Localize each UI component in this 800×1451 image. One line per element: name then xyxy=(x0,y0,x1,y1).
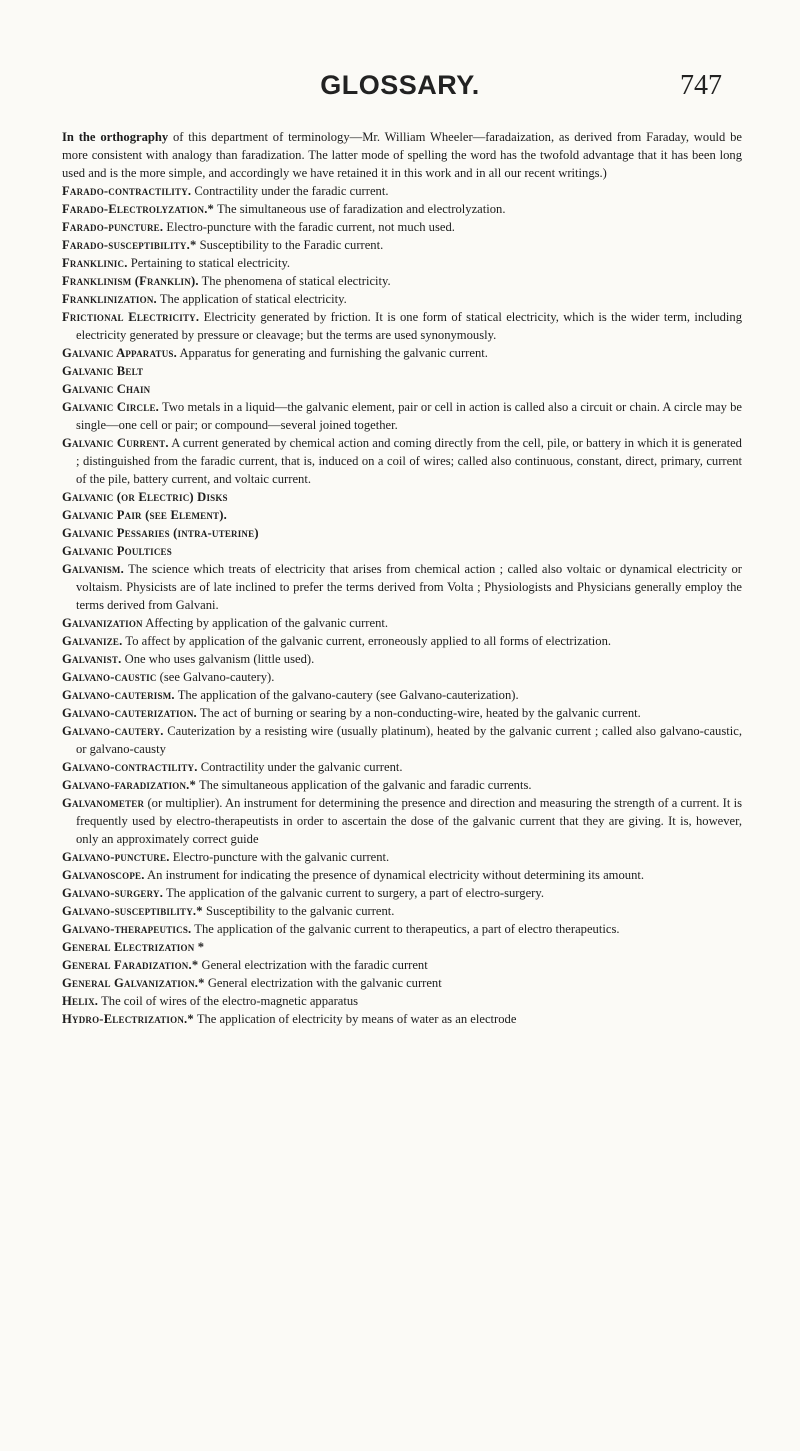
glossary-entry xyxy=(62,488,742,506)
glossary-entry xyxy=(62,992,742,1010)
glossary-entry xyxy=(62,362,742,380)
entry-term: Galvanoscope. xyxy=(62,868,145,882)
intro-lead: In the orthography xyxy=(62,130,169,144)
entry-term: Franklinic. xyxy=(62,256,128,270)
glossary-entry xyxy=(62,560,742,614)
entry-term: Galvanic Poultices xyxy=(62,544,172,558)
entry-term: Franklinization. xyxy=(62,292,157,306)
glossary-entry xyxy=(62,902,742,920)
page-number: 747 xyxy=(680,70,722,101)
glossary-entry xyxy=(62,920,742,938)
entry-term: Galvanization xyxy=(62,616,143,630)
entry-definition: The act of burning or searing by a non-conducting-wire, heated by the galvanic current. xyxy=(199,706,641,720)
entry-definition: General electrization with the faradic current xyxy=(201,958,428,972)
glossary-entry xyxy=(62,974,742,992)
entry-definition: Susceptibility to the Faradic current. xyxy=(199,238,384,252)
entry-term: Galvanic Circle. xyxy=(62,400,159,414)
entry-definition: The coil of wires of the electro-magnetic apparatus xyxy=(101,994,359,1008)
entry-term: Galvano-surgery. xyxy=(62,886,164,900)
entry-term: Galvano-puncture. xyxy=(62,850,170,864)
entry-definition: Electro-puncture with the galvanic current. xyxy=(172,850,390,864)
entry-term: Farado-susceptibility.* xyxy=(62,238,197,252)
glossary-entry xyxy=(62,686,742,704)
glossary-entry xyxy=(62,380,742,398)
entry-definition: Cauterization by a resisting wire (usually platinum), heated by the galvanic current ; called also galvano-caustic, or galvano-causty xyxy=(76,724,742,756)
entry-term: Galvanic (or Electric) Disks xyxy=(62,490,228,504)
glossary-entry xyxy=(62,794,742,848)
entry-term: Galvano-cauterization. xyxy=(62,706,197,720)
glossary-entry xyxy=(62,218,742,236)
glossary-entry xyxy=(62,308,742,344)
entry-definition: Contractility under the galvanic current. xyxy=(200,760,403,774)
intro-text: of this department of terminology—Mr. William Wheeler—faradaization, as derived from Faraday, would be more consistent with analogy than faradization. The latter mode of spelling the word has the twofold advantage that it has been long used and is the more simple, and accordingly we have retained it in this work and in all our recent writings.) xyxy=(62,130,742,180)
entry-definition: The simultaneous application of the galvanic and faradic currents. xyxy=(198,778,532,792)
entry-term: Galvanism. xyxy=(62,562,124,576)
entry-term: Galvanic Apparatus. xyxy=(62,346,177,360)
glossary-entry xyxy=(62,866,742,884)
entry-term: Galvanic Chain xyxy=(62,382,151,396)
entry-definition: The application of electricity by means of water as an electrode xyxy=(196,1012,517,1026)
glossary-entry xyxy=(62,884,742,902)
entry-term: Galvanic Pair (see Element). xyxy=(62,508,228,522)
entry-term: Helix. xyxy=(62,994,99,1008)
glossary-body xyxy=(62,128,742,1028)
entry-definition: General electrization with the galvanic current xyxy=(207,976,442,990)
entry-term: Hydro-Electrization.* xyxy=(62,1012,194,1026)
glossary-entry xyxy=(62,272,742,290)
entry-term: Galvanic Belt xyxy=(62,364,144,378)
entry-term: Galvano-therapeutics. xyxy=(62,922,192,936)
glossary-entry xyxy=(62,524,742,542)
entry-definition: Electricity generated by friction. It is one form of statical electricity, which is the wider term, including electricity generated by pressure or cleavage; but the terms are used synonymously. xyxy=(76,310,742,342)
entry-term: Galvano-faradization.* xyxy=(62,778,197,792)
glossary-entry xyxy=(62,848,742,866)
intro-paragraph xyxy=(62,128,742,182)
glossary-entry xyxy=(62,704,742,722)
entry-term: Franklinism (Franklin). xyxy=(62,274,199,288)
entry-definition: A current generated by chemical action and coming directly from the cell, pile, or battery in which it is generated ; distinguished from the faradic current, that is, induced on a coil of wires; called also continuous, constant, direct, primary, current of the pile, battery current, and voltaic current. xyxy=(76,436,742,486)
glossary-entry xyxy=(62,236,742,254)
glossary-entry xyxy=(62,398,742,434)
entry-term: Galvanist. xyxy=(62,652,122,666)
glossary-entry xyxy=(62,614,742,632)
glossary-entry xyxy=(62,1010,742,1028)
entry-definition: Apparatus for generating and furnishing the galvanic current. xyxy=(179,346,488,360)
glossary-entry xyxy=(62,254,742,272)
page-header xyxy=(0,70,800,110)
entry-definition: Two metals in a liquid—the galvanic element, pair or cell in action is called also a circuit or chain. A circle may be single—one cell or pair; or compound—several joined together. xyxy=(76,400,743,432)
glossary-entry xyxy=(62,956,742,974)
entry-term: Galvano-contractility. xyxy=(62,760,198,774)
entry-term: General Galvanization.* xyxy=(62,976,205,990)
glossary-entry xyxy=(62,650,742,668)
entry-term: General Electrization * xyxy=(62,940,205,954)
glossary-entry xyxy=(62,668,742,686)
entry-definition: Affecting by application of the galvanic current. xyxy=(145,616,389,630)
entry-definition: An instrument for indicating the presence of dynamical electricity without determining its amount. xyxy=(147,868,645,882)
glossary-entry xyxy=(62,632,742,650)
entry-term: Galvanic Pessaries (intra-uterine) xyxy=(62,526,259,540)
entry-definition: Contractility under the faradic current. xyxy=(194,184,389,198)
entry-definition: The application of the galvanic current to therapeutics, a part of electro therapeutics. xyxy=(194,922,620,936)
glossary-entry xyxy=(62,758,742,776)
entry-term: Frictional Electricity. xyxy=(62,310,200,324)
entry-term: Galvano-susceptibility.* xyxy=(62,904,203,918)
glossary-entry xyxy=(62,182,742,200)
entry-term: General Faradization.* xyxy=(62,958,199,972)
entry-term: Galvanize. xyxy=(62,634,123,648)
entry-definition: (see Galvano-cautery). xyxy=(159,670,275,684)
entry-term: Galvano-caustic xyxy=(62,670,157,684)
entry-definition: Electro-puncture with the faradic current, not much used. xyxy=(166,220,455,234)
glossary-entry xyxy=(62,434,742,488)
entry-definition: (or multiplier). An instrument for determining the presence and direction and measuring the strength of a current. It is frequently used by electro-therapeutists in order to ascertain the dose of the galvanic current that they are giving. It is, however, only an approximately correct guide xyxy=(76,796,742,846)
glossary-entry xyxy=(62,938,742,956)
entry-term: Galvano-cauterism. xyxy=(62,688,175,702)
entry-term: Farado-Electrolyzation.* xyxy=(62,202,215,216)
glossary-entry xyxy=(62,506,742,524)
entry-term: Galvano-cautery. xyxy=(62,724,164,738)
entry-definition: The application of the galvano-cautery (see Galvano-cauterization). xyxy=(177,688,519,702)
glossary-entry xyxy=(62,776,742,794)
glossary-entry xyxy=(62,722,742,758)
entry-definition: The application of statical electricity. xyxy=(159,292,347,306)
glossary-entries xyxy=(62,182,742,1028)
entry-definition: To affect by application of the galvanic current, erroneously applied to all forms of electrization. xyxy=(125,634,612,648)
glossary-entry xyxy=(62,290,742,308)
entry-term: Farado-contractility. xyxy=(62,184,192,198)
entry-definition: Susceptibility to the galvanic current. xyxy=(205,904,395,918)
entry-definition: The science which treats of electricity that arises from chemical action ; called also voltaic or dynamical electricity or voltaism. Physicists are of late inclined to prefer the terms derived from Volta ; Physiologists and Physicians generally employ the terms derived from Galvani. xyxy=(76,562,742,612)
entry-definition: The phenomena of statical electricity. xyxy=(201,274,391,288)
glossary-entry xyxy=(62,542,742,560)
entry-term: Farado-puncture. xyxy=(62,220,164,234)
entry-definition: Pertaining to statical electricity. xyxy=(130,256,291,270)
entry-term: Galvanometer xyxy=(62,796,145,810)
glossary-entry xyxy=(62,200,742,218)
entry-definition: The application of the galvanic current to surgery, a part of electro-surgery. xyxy=(165,886,544,900)
glossary-entry xyxy=(62,344,742,362)
entry-definition: The simultaneous use of faradization and electrolyzation. xyxy=(216,202,506,216)
running-head: GLOSSARY. xyxy=(320,70,480,100)
entry-term: Galvanic Current. xyxy=(62,436,169,450)
entry-definition: One who uses galvanism (little used). xyxy=(124,652,315,666)
